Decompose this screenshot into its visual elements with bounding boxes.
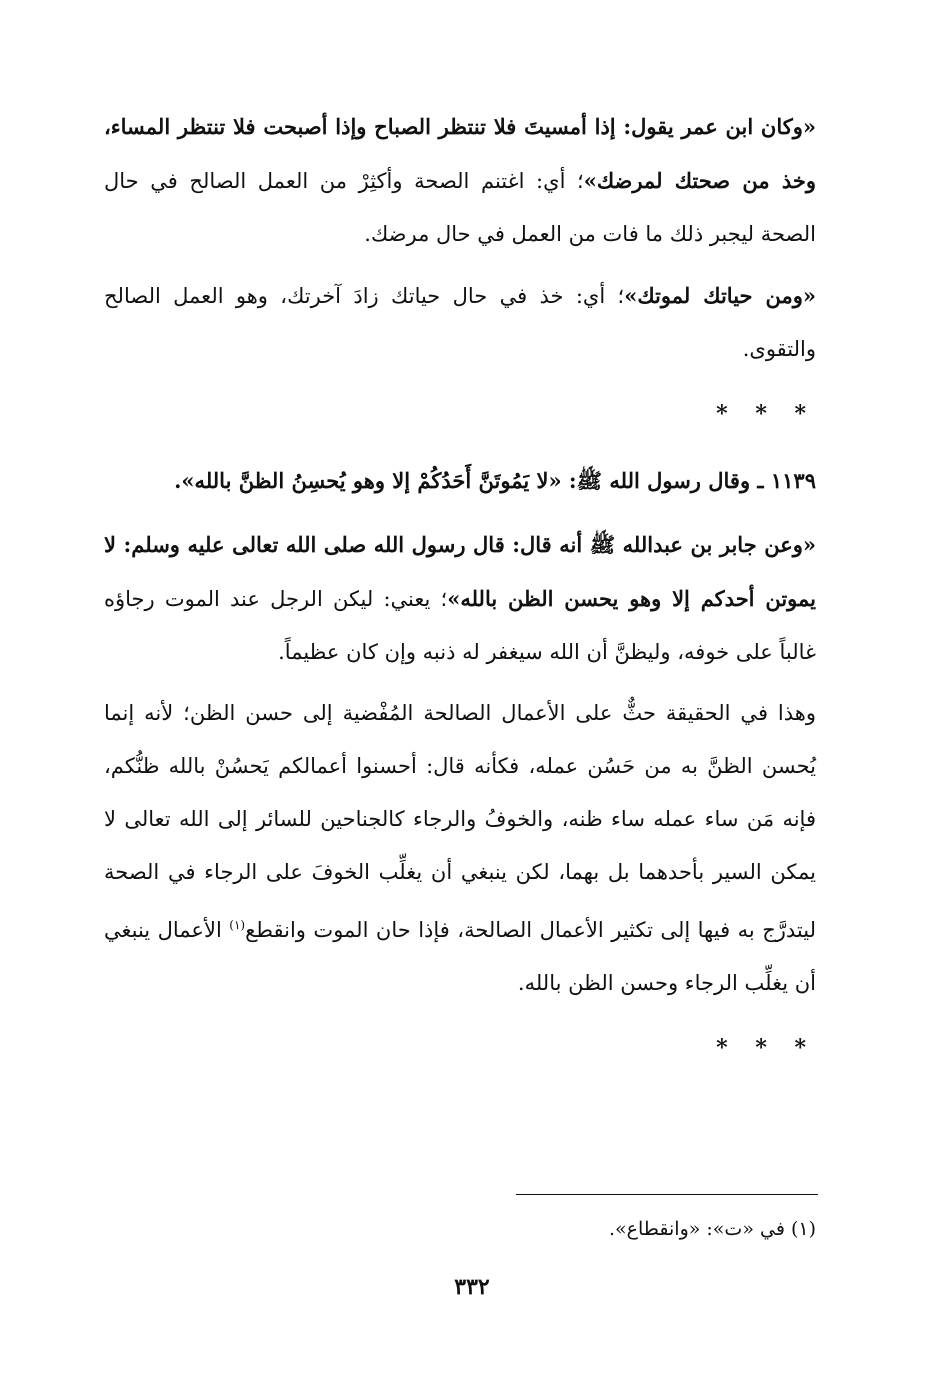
- page-number: ٣٣٢: [454, 1274, 490, 1300]
- commentary-jabir: ؛ يعني: ليكن الرجل عند الموت رجاؤه غالباً على خوفه، وليظنَّ أن الله سيغفر له ذنبه وإن كان عظيماً.: [104, 587, 816, 664]
- paragraph-life-death: [104, 269, 816, 376]
- explanation-text: وهذا في الحقيقة حثٌّ على الأعمال الصالحة المُفْضية إلى حسن الظن؛ لأنه إنما يُحسن الظنَّ به من حَسُن عمله، فكأنه قال: أحسنوا أعمالكم يَحسُنْ بالله ظنُّكم، فإنه مَن ساء عمله ساء ظنه، والخوفُ والرجاء كالجناحين للسائر إلى الله تعالى لا يمكن السير بأحدهما بل بهما، لكن ينبغي أن يغلِّب الخوفَ على الرجاء في الصحة ليتدرَّج به فيها إلى تكثير الأعمال الصالحة، فإذا حان الموت وانقطع: [104, 701, 816, 942]
- quote-life-death: «ومن حياتك لموتك»: [624, 283, 816, 308]
- commentary-ibn-umar: ؛ أي: اغتنم الصحة وأكثِرْ من العمل الصالح في حال الصحة ليجبر ذلك ما فات من العمل في حال مرضك.: [104, 169, 816, 246]
- commentary-life-death: ؛ أي: خذ في حال حياتك زادَ آخرتك، وهو العمل الصالح والتقوى.: [104, 284, 816, 361]
- section-divider-stars: * * *: [716, 401, 816, 427]
- footnote: (١) في «ت»: «وانقطاع».: [609, 1218, 816, 1240]
- section-divider-stars-2: * * *: [716, 1035, 816, 1061]
- paragraph-ibn-umar: [104, 100, 816, 261]
- footnote-separator: [516, 1194, 818, 1195]
- footnote-reference[interactable]: (١): [229, 918, 246, 932]
- paragraph-explanation: [104, 687, 816, 1010]
- hadith-1139: ١١٣٩ ـ وقال رسول الله ﷺ: «لا يَمُوتَنَّ أَحَدُكُمْ إلا وهو يُحسِنُ الظنَّ بالله».: [174, 468, 816, 493]
- quote-jabir: «وعن جابر بن عبدالله ﷺ أنه قال: قال رسول الله صلى الله تعالى عليه وسلم: لا يموتن أحدكم إلا وهو يحسن الظن بالله»: [104, 532, 816, 611]
- page-body: [104, 100, 816, 1086]
- explanation-text-end: الأعمال ينبغي أن يغلِّب الرجاء وحسن الظن بالله.: [104, 918, 816, 995]
- quote-ibn-umar: «وكان ابن عمر يقول: إذا أمسيتَ فلا تنتظر الصباح وإذا أصبحت فلا تنتظر المساء، وخذ من صحتك لمرضك»: [104, 114, 816, 193]
- paragraph-jabir: [104, 518, 816, 679]
